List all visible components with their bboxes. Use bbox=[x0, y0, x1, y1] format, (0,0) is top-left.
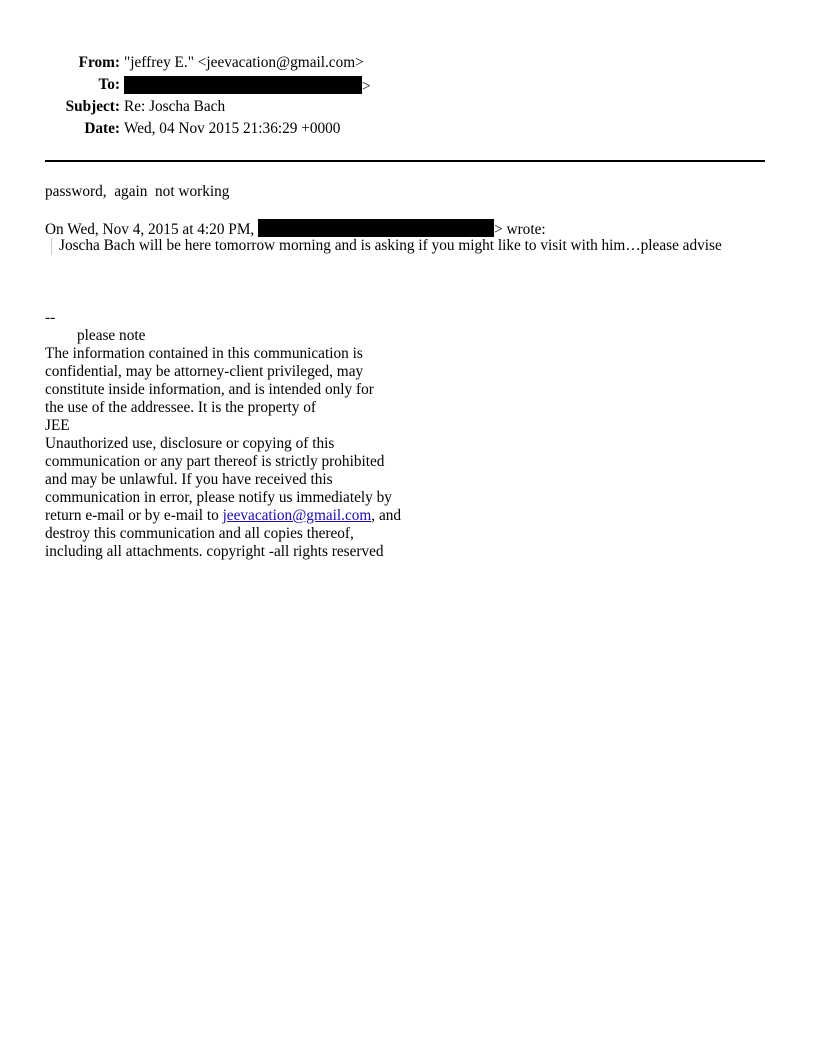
quote-intro-prefix: On Wed, Nov 4, 2015 at 4:20 PM, bbox=[45, 221, 255, 238]
signature-line: and may be unlawful. If you have received this bbox=[45, 471, 333, 488]
quote-bar bbox=[51, 238, 52, 255]
quote-intro bbox=[45, 219, 546, 239]
from-value: "jeffrey E." <jeevacation@gmail.com> bbox=[124, 54, 364, 71]
signature-line-email bbox=[45, 507, 401, 525]
header-divider bbox=[45, 160, 765, 162]
from-label: From: bbox=[78, 54, 120, 71]
signature-line: JEE bbox=[45, 417, 70, 434]
date-value: Wed, 04 Nov 2015 21:36:29 +0000 bbox=[124, 120, 341, 137]
quoted-text: Joscha Bach will be here tomorrow morning and is asking if you might like to visit with him…please advise bbox=[59, 237, 722, 254]
signature-return-prefix: return e-mail or by e-mail to bbox=[45, 507, 223, 524]
signature-line: communication in error, please notify us immediately by bbox=[45, 489, 392, 506]
date-label: Date: bbox=[84, 120, 120, 137]
signature-return-suffix: , and bbox=[371, 507, 402, 524]
signature-line: including all attachments. copyright -all rights reserved bbox=[45, 543, 384, 560]
email-link[interactable]: jeevacation@gmail.com bbox=[222, 507, 372, 524]
to-value bbox=[124, 76, 371, 96]
signature-line: The information contained in this communication is bbox=[45, 345, 363, 362]
signature-line: the use of the addressee. It is the property of bbox=[45, 399, 317, 416]
signature-line: communication or any part thereof is strictly prohibited bbox=[45, 453, 385, 470]
signature-note-heading: please note bbox=[77, 327, 146, 344]
quote-intro-suffix: > wrote: bbox=[494, 221, 546, 238]
reply-text: password, again not working bbox=[45, 183, 230, 200]
redaction-bar bbox=[258, 219, 494, 237]
subject-label: Subject: bbox=[65, 98, 120, 115]
signature-line: Unauthorized use, disclosure or copying of this bbox=[45, 435, 335, 452]
signature-line: destroy this communication and all copies thereof, bbox=[45, 525, 354, 542]
signature-line: confidential, may be attorney-client privileged, may bbox=[45, 363, 364, 380]
to-label: To: bbox=[98, 76, 120, 93]
to-suffix: > bbox=[362, 78, 371, 95]
signature-line: constitute inside information, and is intended only for bbox=[45, 381, 374, 398]
signature-separator: -- bbox=[45, 309, 56, 326]
redaction-bar bbox=[124, 76, 362, 94]
subject-value: Re: Joscha Bach bbox=[124, 98, 226, 115]
